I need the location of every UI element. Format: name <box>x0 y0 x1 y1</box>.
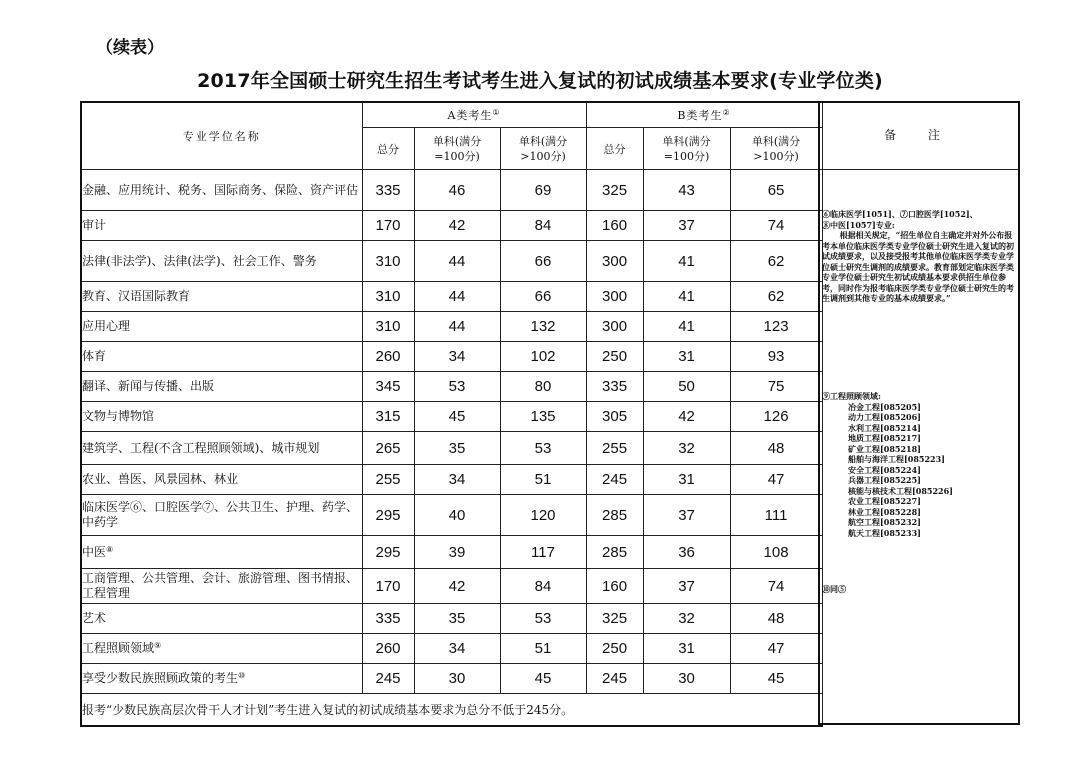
score-b-total: 300 <box>586 241 643 282</box>
score-b-s100: 31 <box>643 465 730 495</box>
score-a-s100: 44 <box>414 241 500 282</box>
score-a-sgt: 80 <box>500 372 586 402</box>
score-a-sgt: 45 <box>500 664 586 694</box>
score-a-sgt: 84 <box>500 211 586 241</box>
score-b-s100: 32 <box>643 432 730 465</box>
degree-name: 审计 <box>81 211 362 241</box>
table-row <box>81 465 822 495</box>
score-b-sgt: 47 <box>730 634 822 664</box>
score-b-sgt: 74 <box>730 569 822 604</box>
degree-name: 体育 <box>81 342 362 372</box>
engineering-field-item: 动力工程[085206] <box>848 412 921 422</box>
header-b-single-over: 单科(满分 >100分) <box>730 128 822 170</box>
score-a-s100: 30 <box>414 664 500 694</box>
score-b-sgt: 75 <box>730 372 822 402</box>
score-b-total: 245 <box>586 465 643 495</box>
score-b-sgt: 123 <box>730 312 822 342</box>
engineering-field-item: 安全工程[085224] <box>848 464 921 475</box>
score-a-s100: 34 <box>414 465 500 495</box>
score-b-total: 250 <box>586 342 643 372</box>
score-a-s100: 44 <box>414 312 500 342</box>
note-engineering <box>820 391 1020 538</box>
note-medical-head2: ⑧中医[1057]专业: <box>822 219 895 230</box>
degree-name: 农业、兽医、风景园林、林业 <box>81 465 362 495</box>
score-a-sgt: 102 <box>500 342 586 372</box>
score-b-sgt: 48 <box>730 604 822 634</box>
score-b-s100: 50 <box>643 372 730 402</box>
table-row <box>81 536 822 569</box>
score-b-total: 285 <box>586 536 643 569</box>
score-a-total: 265 <box>362 432 414 465</box>
score-b-total: 335 <box>586 372 643 402</box>
score-b-total: 285 <box>586 495 643 536</box>
score-a-sgt: 53 <box>500 604 586 634</box>
table-row <box>81 569 822 604</box>
note-same-as: ⑩同⑤ <box>822 584 846 594</box>
engineering-field-item: 航空工程[085232] <box>848 517 921 527</box>
score-b-sgt: 45 <box>730 664 822 694</box>
score-b-s100: 31 <box>643 342 730 372</box>
score-b-sgt: 108 <box>730 536 822 569</box>
score-b-sgt: 48 <box>730 432 822 465</box>
score-b-total: 245 <box>586 664 643 694</box>
engineering-field-item: 林业工程[085228] <box>848 506 921 517</box>
table-row <box>81 604 822 634</box>
score-a-total: 310 <box>362 312 414 342</box>
table-row <box>81 664 822 694</box>
table-row <box>81 282 822 312</box>
score-a-total: 345 <box>362 372 414 402</box>
remarks-column <box>818 101 1020 725</box>
table-row <box>81 495 822 536</box>
score-a-total: 170 <box>362 569 414 604</box>
degree-name: 应用心理 <box>81 312 362 342</box>
score-a-s100: 34 <box>414 342 500 372</box>
score-b-total: 255 <box>586 432 643 465</box>
header-degree-name: 专业学位名称 <box>81 102 362 170</box>
score-b-s100: 36 <box>643 536 730 569</box>
degree-name: 文物与博物馆 <box>81 402 362 432</box>
engineering-field-item: 水利工程[085214] <box>848 422 921 433</box>
score-a-sgt: 84 <box>500 569 586 604</box>
score-b-s100: 32 <box>643 604 730 634</box>
score-a-sgt: 51 <box>500 465 586 495</box>
footnote: 报考“少数民族高层次骨干人才计划”考生进入复试的初试成绩基本要求为总分不低于245分。 <box>81 694 822 726</box>
engineering-field-item: 航天工程[085233] <box>848 527 921 538</box>
table-row <box>81 342 822 372</box>
table-row <box>81 634 822 664</box>
engineering-field-item: 核能与核技术工程[085226] <box>848 485 953 496</box>
score-a-total: 315 <box>362 402 414 432</box>
score-a-total: 310 <box>362 282 414 312</box>
score-b-s100: 41 <box>643 241 730 282</box>
table-row <box>81 312 822 342</box>
score-a-sgt: 66 <box>500 241 586 282</box>
score-b-total: 160 <box>586 211 643 241</box>
header-b-single-100: 单科(满分 =100分) <box>643 128 730 170</box>
score-b-total: 160 <box>586 569 643 604</box>
score-a-s100: 46 <box>414 170 500 211</box>
score-b-sgt: 62 <box>730 282 822 312</box>
note-medical-head1: ⑥临床医学[1051]、⑦口腔医学[1052]、 <box>822 209 978 219</box>
score-b-s100: 37 <box>643 495 730 536</box>
score-b-total: 325 <box>586 604 643 634</box>
score-b-sgt: 65 <box>730 170 822 211</box>
header-a-single-100: 单科(满分 =100分) <box>414 128 500 170</box>
table-row <box>81 211 822 241</box>
degree-name: 金融、应用统计、税务、国际商务、保险、资产评估 <box>81 170 362 211</box>
score-a-sgt: 135 <box>500 402 586 432</box>
score-a-total: 310 <box>362 241 414 282</box>
note-medical-body: 根据相关规定，“招生单位自主确定并对外公布报考本单位临床医学类专业学位硕士研究生进入复试的初试成绩要求，以及接受报考其他单位临床医学类专业学位硕士研究生调剂的成绩要求。教育部划定临床医学类专业学位硕士研究生初试成绩基本要求供招生单位参考，同时作为报考临床医学类专业学位硕士研究生的考生调剂到其他专业的基本成绩要求。” <box>822 230 1014 303</box>
score-a-s100: 45 <box>414 402 500 432</box>
degree-name: 工商管理、公共管理、会计、旅游管理、图书情报、工程管理 <box>81 569 362 604</box>
score-b-s100: 41 <box>643 282 730 312</box>
score-a-total: 170 <box>362 211 414 241</box>
score-a-s100: 53 <box>414 372 500 402</box>
score-b-total: 305 <box>586 402 643 432</box>
score-b-total: 300 <box>586 282 643 312</box>
score-a-sgt: 117 <box>500 536 586 569</box>
degree-name: 翻译、新闻与传播、出版 <box>81 372 362 402</box>
continued-label: （续表） <box>96 38 164 58</box>
score-a-sgt: 53 <box>500 432 586 465</box>
score-b-s100: 41 <box>643 312 730 342</box>
degree-name: 法律(非法学)、法律(法学)、社会工作、警务 <box>81 241 362 282</box>
score-a-total: 260 <box>362 634 414 664</box>
score-b-sgt: 126 <box>730 402 822 432</box>
score-b-s100: 31 <box>643 634 730 664</box>
score-a-sgt: 51 <box>500 634 586 664</box>
note-medical <box>820 209 1020 304</box>
engineering-field-item: 地质工程[085217] <box>848 433 921 443</box>
degree-name: 临床医学⑥、口腔医学⑦、公共卫生、护理、药学、中药学 <box>81 495 362 536</box>
engineering-field-list <box>822 402 1020 539</box>
score-a-sgt: 69 <box>500 170 586 211</box>
degree-name: 教育、汉语国际教育 <box>81 282 362 312</box>
score-table <box>80 101 823 727</box>
degree-name: 艺术 <box>81 604 362 634</box>
score-a-total: 260 <box>362 342 414 372</box>
score-b-sgt: 62 <box>730 241 822 282</box>
table-row <box>81 170 822 211</box>
note-engineering-head: ⑨工程照顾领域: <box>822 391 881 401</box>
degree-name: 中医⑧ <box>81 536 362 569</box>
score-a-total: 245 <box>362 664 414 694</box>
score-a-sgt: 120 <box>500 495 586 536</box>
score-b-total: 325 <box>586 170 643 211</box>
engineering-field-item: 冶金工程[085205] <box>848 401 921 412</box>
score-b-s100: 42 <box>643 402 730 432</box>
score-b-sgt: 74 <box>730 211 822 241</box>
score-a-sgt: 66 <box>500 282 586 312</box>
score-a-sgt: 132 <box>500 312 586 342</box>
score-a-s100: 44 <box>414 282 500 312</box>
score-a-s100: 42 <box>414 211 500 241</box>
header-b-total: 总分 <box>586 128 643 170</box>
score-b-sgt: 47 <box>730 465 822 495</box>
degree-name: 工程照顾领域⑨ <box>81 634 362 664</box>
score-b-s100: 30 <box>643 664 730 694</box>
score-a-s100: 40 <box>414 495 500 536</box>
score-a-total: 295 <box>362 536 414 569</box>
engineering-field-item: 矿业工程[085218] <box>848 443 921 454</box>
degree-name: 建筑学、工程(不含工程照顾领域)、城市规划 <box>81 432 362 465</box>
engineering-field-item: 农业工程[085227] <box>848 496 921 506</box>
score-a-s100: 42 <box>414 569 500 604</box>
score-b-s100: 37 <box>643 569 730 604</box>
score-b-sgt: 111 <box>730 495 822 536</box>
score-a-s100: 35 <box>414 604 500 634</box>
engineering-field-item: 兵器工程[085225] <box>848 475 921 485</box>
score-b-sgt: 93 <box>730 342 822 372</box>
degree-name: 享受少数民族照顾政策的考生⑩ <box>81 664 362 694</box>
score-a-total: 255 <box>362 465 414 495</box>
header-a-single-over: 单科(满分 >100分) <box>500 128 586 170</box>
score-b-total: 300 <box>586 312 643 342</box>
header-a-total: 总分 <box>362 128 414 170</box>
table-row <box>81 372 822 402</box>
engineering-field-item: 船舶与海洋工程[085223] <box>848 454 945 464</box>
score-a-s100: 34 <box>414 634 500 664</box>
score-b-s100: 43 <box>643 170 730 211</box>
score-a-total: 295 <box>362 495 414 536</box>
score-b-total: 250 <box>586 634 643 664</box>
table-row <box>81 432 822 465</box>
header-group-b: B类考生② <box>586 102 822 128</box>
header-group-a: A类考生① <box>362 102 586 128</box>
score-b-s100: 37 <box>643 211 730 241</box>
page-title: 2017年全国硕士研究生招生考试考生进入复试的初试成绩基本要求(专业学位类) <box>197 70 883 92</box>
score-a-s100: 35 <box>414 432 500 465</box>
table-row <box>81 241 822 282</box>
score-a-total: 335 <box>362 604 414 634</box>
score-a-total: 335 <box>362 170 414 211</box>
remarks-header: 备 注 <box>820 103 1018 170</box>
score-a-s100: 39 <box>414 536 500 569</box>
table-row <box>81 402 822 432</box>
